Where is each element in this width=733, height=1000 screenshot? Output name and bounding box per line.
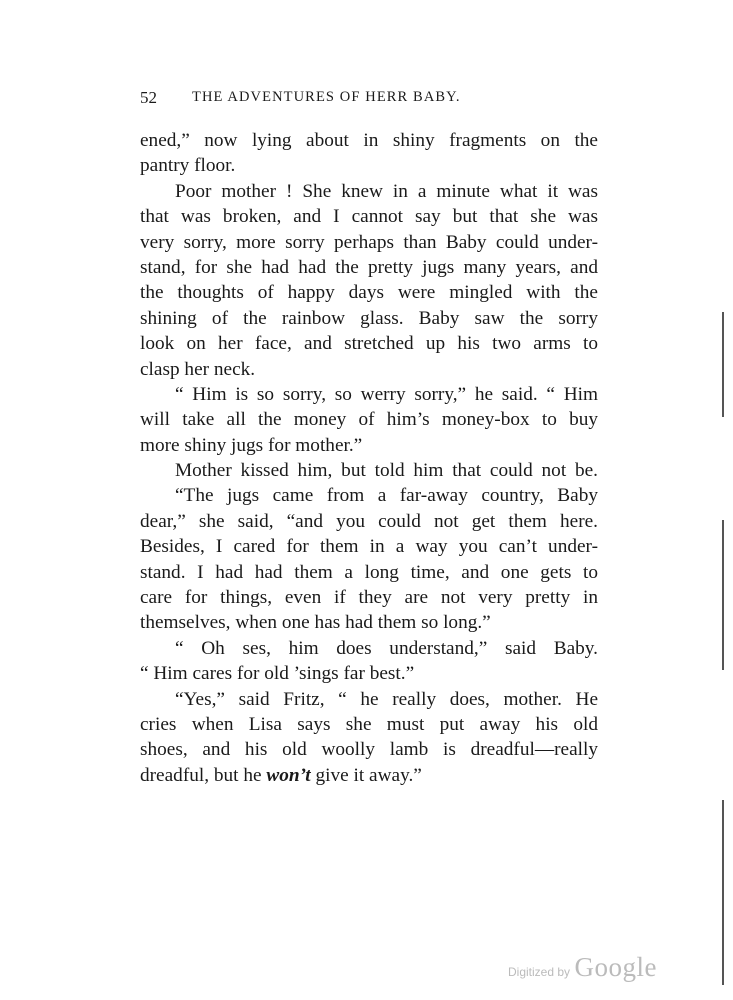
text-line: “ Him cares for old ’sings far best.” [140,663,415,685]
text-line: Poor mother ! She knew in a minute what it was [175,180,598,202]
running-title: THE ADVENTURES OF HERR BABY. [192,89,461,105]
text-line: Besides, I cared for them in a way you can’t under- [140,536,598,558]
text-line: Mother kissed him, but told him that could not be. [175,460,598,482]
text-line: pantry floor. [140,155,236,177]
text-line: look on her face, and stretched up his two arms to [140,333,598,355]
text-line: that was broken, and I cannot say but that she was [140,206,598,228]
text-line: the thoughts of happy days were mingled with the [140,282,598,304]
google-logo: Google [574,952,657,982]
text-line: care for things, even if they are not very pretty in [140,587,598,609]
watermark-prefix: Digitized by [508,965,571,979]
text-line: themselves, when one has had them so long.” [140,612,491,634]
text-line: cries when Lisa says she must put away his old [140,713,598,735]
text-line: stand, for she had had the pretty jugs many years, and [140,256,598,278]
final-text-after: give it away.” [310,764,422,786]
text-line: ened,” now lying about in shiny fragments on the [140,130,598,151]
text-line: shoes, and his old woolly lamb is dreadful—really [140,739,598,761]
text-line: shining of the rainbow glass. Baby saw the sorry [140,307,598,329]
emphasized-word: won’t [266,764,311,786]
text-line: “Yes,” said Fritz, “ he really does, mother. He [175,688,598,710]
text-line: will take all the money of him’s money-box to buy [140,409,598,431]
text-line: dear,” she said, “and you could not get them here. [140,510,598,532]
text-line: more shiny jugs for mother.” [140,434,363,456]
text-line: stand. I had had them a long time, and one gets to [140,561,598,583]
text-line: “ Oh ses, him does understand,” said Baby. [175,637,598,659]
scan-edge-line [722,800,724,985]
text-line: “ Him is so sorry, so werry sorry,” he said. “ Him [175,383,598,405]
text-line: clasp her neck. [140,358,256,380]
scan-edge-line [722,520,724,670]
scan-edge-line [722,312,724,417]
final-text-before: dreadful, but he [140,764,267,786]
digitized-by-google-watermark [508,952,657,983]
text-line: very sorry, more sorry perhaps than Baby could under- [140,231,598,253]
page-number: 52 [140,88,157,107]
text-line: “The jugs came from a far-away country, Baby [175,485,598,507]
page-body-text [140,128,598,788]
text-line-final [140,763,598,788]
